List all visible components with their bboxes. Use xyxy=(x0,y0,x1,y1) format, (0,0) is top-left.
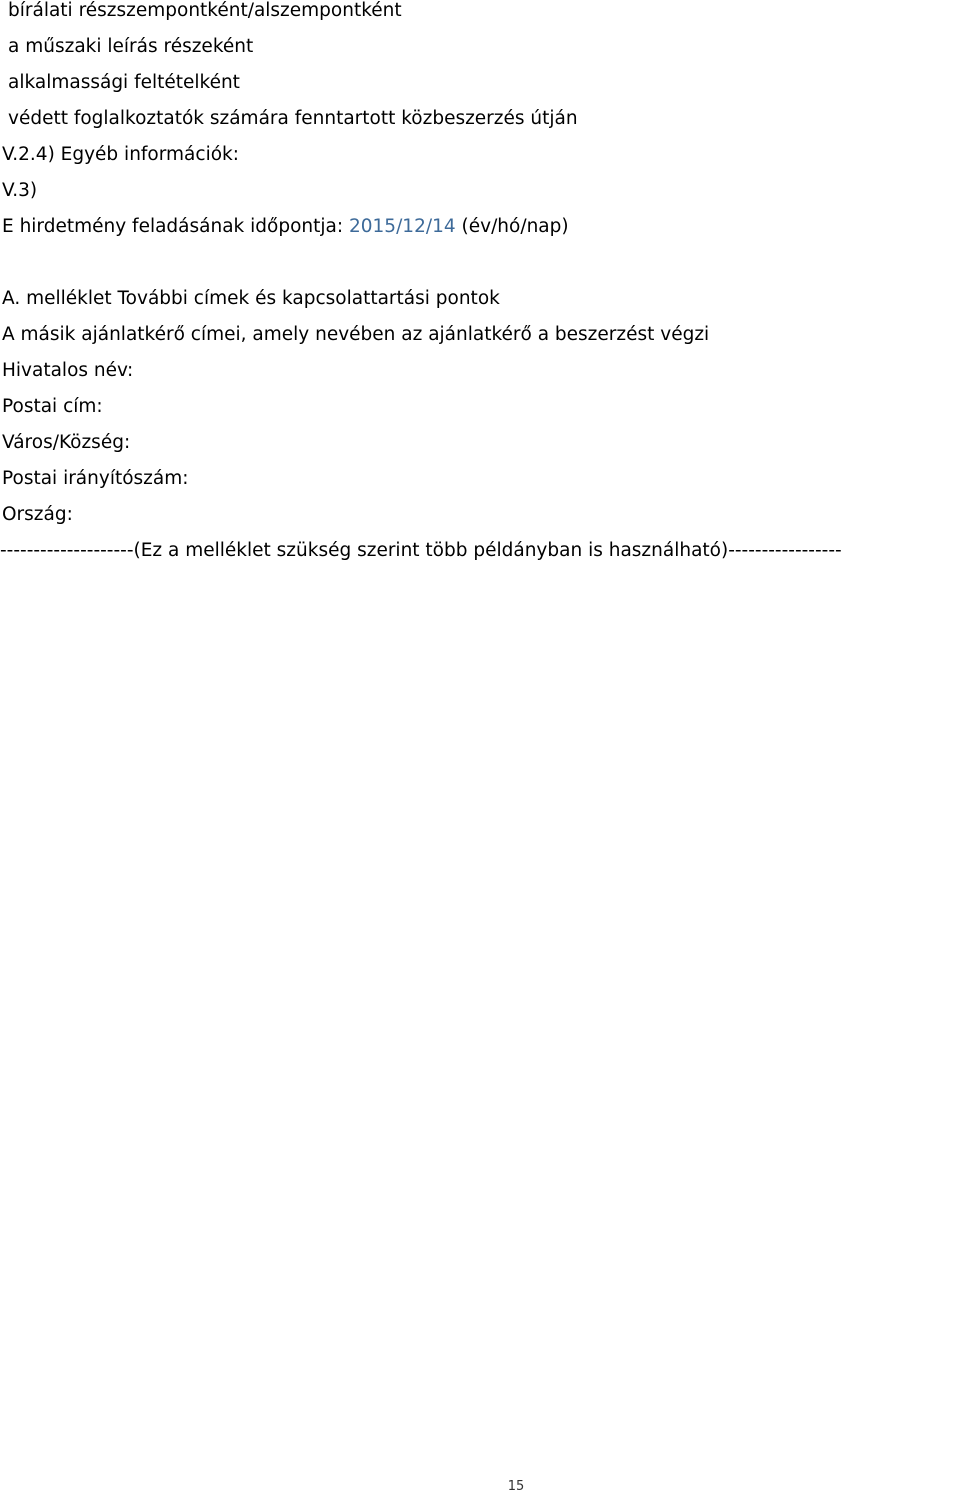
annex-subtitle: A másik ajánlatkérő címei, amely nevében az ajánlatkérő a beszerzést végzi xyxy=(2,324,710,345)
section-heading-v24: V.2.4) Egyéb információk: xyxy=(2,144,239,165)
option-line: bírálati részszempontként/alszempontként xyxy=(8,0,402,21)
section-heading-v3: V.3) xyxy=(2,180,38,201)
field-postal-address: Postai cím: xyxy=(2,396,103,417)
option-line: védett foglalkoztatók számára fenntartott közbeszerzés útján xyxy=(8,108,578,129)
publication-date-format: (év/hó/nap) xyxy=(461,216,569,237)
annex-title: A. melléklet További címek és kapcsolattartási pontok xyxy=(2,288,500,309)
field-postal-code: Postai irányítószám: xyxy=(2,468,189,489)
publication-date-row xyxy=(2,215,569,239)
publication-date-value: 2015/12/14 xyxy=(348,216,456,237)
field-city: Város/Község: xyxy=(2,432,131,453)
annex-separator: --------------------(Ez a melléklet szükség szerint több példányban is használható)----------------- xyxy=(0,540,842,561)
field-official-name: Hivatalos név: xyxy=(2,360,134,381)
option-line: alkalmassági feltételként xyxy=(8,72,240,93)
option-line: a műszaki leírás részeként xyxy=(8,36,254,57)
page-number: 15 xyxy=(507,1479,525,1494)
publication-date-label: E hirdetmény feladásának időpontja: xyxy=(2,216,344,237)
field-country: Ország: xyxy=(2,504,73,525)
